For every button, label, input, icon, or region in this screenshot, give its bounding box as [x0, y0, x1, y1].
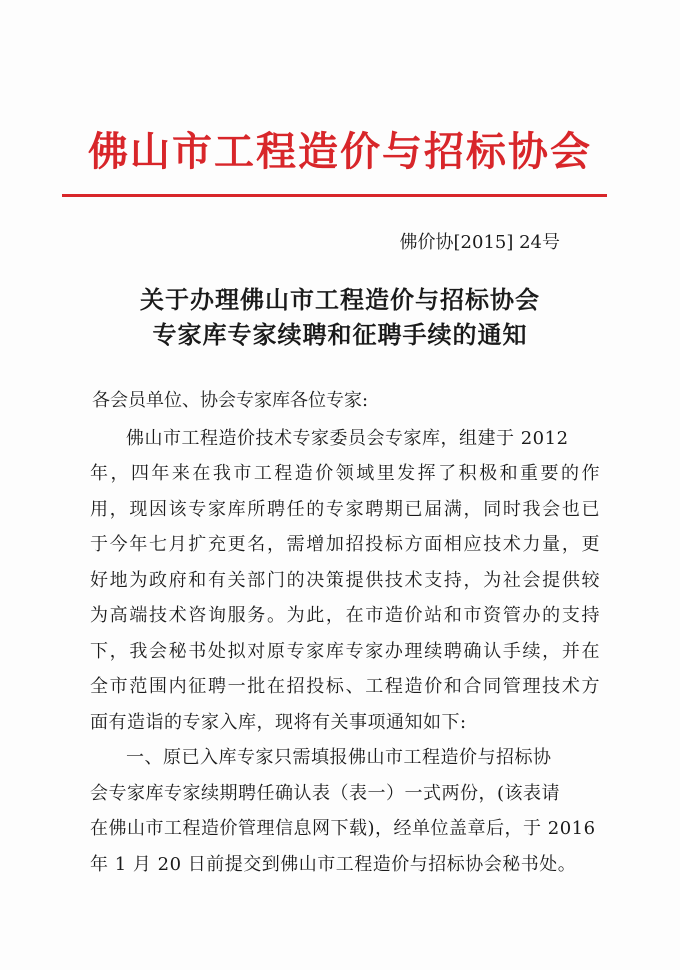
body-line: 佛山市工程造价技术专家委员会专家库，组建于 2012 [126, 428, 569, 449]
letterhead-red-rule [62, 194, 607, 197]
notice-title-line-2: 专家库专家续聘和征聘手续的通知 [152, 320, 528, 349]
body-line: 于今年七月扩充更名，需增加招投标方面相应技术力量，更 [90, 534, 600, 555]
org-letterhead-title: 佛山市工程造价与招标协会 [88, 129, 592, 175]
salutation: 各会员单位、协会专家库各位专家: [92, 390, 369, 411]
body-line: 一、原已入库专家只需填报佛山市工程造价与招标协 [126, 747, 552, 768]
body-line: 年 1 月 20 日前提交到佛山市工程造价与招标协会秘书处。 [90, 854, 577, 875]
body-line: 会专家库专家续期聘任确认表（表一）一式两份，(该表请 [90, 783, 561, 804]
body-line: 全市范围内征聘一批在招投标、工程造价和合同管理技术方 [90, 676, 600, 697]
notice-body [90, 426, 600, 906]
notice-title-line-1: 关于办理佛山市工程造价与招标协会 [140, 285, 540, 314]
body-line: 面有造诣的专家入库，现将有关事项通知如下: [90, 712, 467, 733]
body-line: 下，我会秘书处拟对原专家库专家办理续聘确认手续，并在 [90, 641, 600, 662]
body-line: 用，现因该专家库所聘任的专家聘期已届满，同时我会也已 [90, 499, 600, 520]
document-number: 佛价协[2015] 24号 [399, 232, 560, 253]
body-line: 好地为政府和有关部门的决策提供技术支持，为社会提供较 [90, 570, 600, 591]
body-line: 在佛山市工程造价管理信息网下载)，经单位盖章后，于 2016 [90, 818, 596, 839]
body-line: 年，四年来在我市工程造价领域里发挥了积极和重要的作 [90, 463, 600, 484]
body-line: 为高端技术咨询服务。为此，在市造价站和市资管办的支持 [90, 605, 600, 626]
